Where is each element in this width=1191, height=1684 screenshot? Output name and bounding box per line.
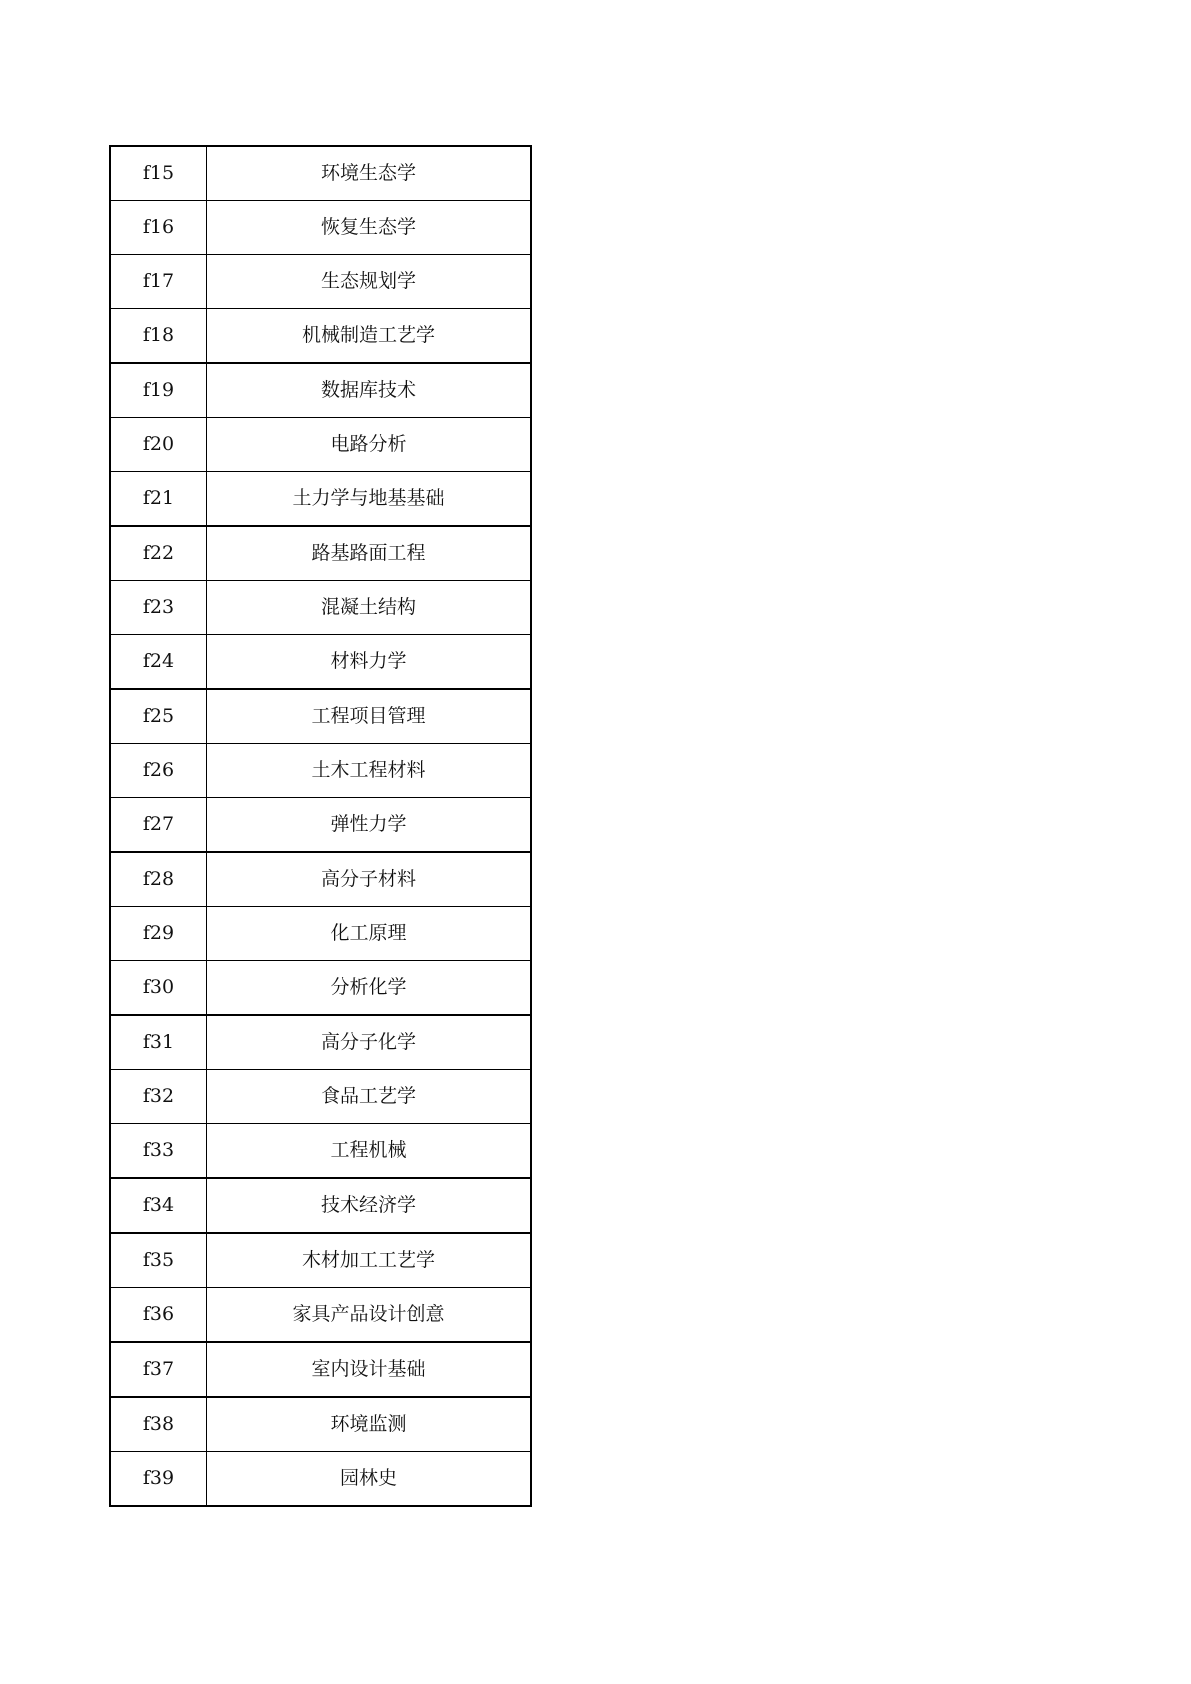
course-code-cell: f23 (110, 581, 207, 635)
table-row (110, 635, 531, 690)
course-code-cell: f30 (110, 961, 207, 1016)
course-name-cell: 土力学与地基基础 (207, 472, 532, 527)
course-name-cell: 土木工程材料 (207, 744, 532, 798)
course-name-cell: 路基路面工程 (207, 526, 532, 581)
table-row (110, 744, 531, 798)
table-row (110, 146, 531, 201)
course-code-cell: f39 (110, 1452, 207, 1507)
course-name-cell: 工程机械 (207, 1124, 532, 1179)
course-code-cell: f36 (110, 1288, 207, 1343)
course-code-cell: f37 (110, 1342, 207, 1397)
table-row (110, 309, 531, 364)
course-code-cell: f26 (110, 744, 207, 798)
course-code-cell: f32 (110, 1070, 207, 1124)
table-row (110, 1342, 531, 1397)
course-name-cell: 恢复生态学 (207, 201, 532, 255)
table-row (110, 852, 531, 907)
table-row (110, 689, 531, 744)
table-row (110, 961, 531, 1016)
course-code-cell: f18 (110, 309, 207, 364)
course-name-cell: 家具产品设计创意 (207, 1288, 532, 1343)
course-name-cell: 环境生态学 (207, 146, 532, 201)
course-name-cell: 材料力学 (207, 635, 532, 690)
course-code-cell: f19 (110, 363, 207, 418)
table-row (110, 526, 531, 581)
course-code-cell: f38 (110, 1397, 207, 1452)
course-name-cell: 高分子材料 (207, 852, 532, 907)
course-name-cell: 环境监测 (207, 1397, 532, 1452)
course-name-cell: 高分子化学 (207, 1015, 532, 1070)
course-name-cell: 工程项目管理 (207, 689, 532, 744)
course-code-cell: f35 (110, 1233, 207, 1288)
table-row (110, 418, 531, 472)
table-row (110, 907, 531, 961)
table-row (110, 472, 531, 527)
course-table (109, 145, 532, 1507)
course-name-cell: 食品工艺学 (207, 1070, 532, 1124)
course-code-cell: f15 (110, 146, 207, 201)
course-name-cell: 分析化学 (207, 961, 532, 1016)
table-row (110, 1124, 531, 1179)
course-code-cell: f21 (110, 472, 207, 527)
course-name-cell: 木材加工工艺学 (207, 1233, 532, 1288)
table-row (110, 1178, 531, 1233)
table-row (110, 798, 531, 853)
course-name-cell: 生态规划学 (207, 255, 532, 309)
course-name-cell: 化工原理 (207, 907, 532, 961)
course-code-cell: f16 (110, 201, 207, 255)
course-name-cell: 技术经济学 (207, 1178, 532, 1233)
table-row (110, 201, 531, 255)
table-row (110, 1397, 531, 1452)
table-row (110, 1233, 531, 1288)
course-name-cell: 电路分析 (207, 418, 532, 472)
course-name-cell: 机械制造工艺学 (207, 309, 532, 364)
course-code-cell: f34 (110, 1178, 207, 1233)
course-code-cell: f22 (110, 526, 207, 581)
course-code-cell: f17 (110, 255, 207, 309)
course-code-cell: f31 (110, 1015, 207, 1070)
table-row (110, 1288, 531, 1343)
course-code-cell: f20 (110, 418, 207, 472)
table-row (110, 1015, 531, 1070)
course-name-cell: 数据库技术 (207, 363, 532, 418)
course-code-cell: f29 (110, 907, 207, 961)
course-name-cell: 弹性力学 (207, 798, 532, 853)
course-code-cell: f28 (110, 852, 207, 907)
course-name-cell: 园林史 (207, 1452, 532, 1507)
table-row (110, 1452, 531, 1507)
table-row (110, 255, 531, 309)
table-row (110, 581, 531, 635)
course-table-body (110, 146, 531, 1506)
course-code-cell: f33 (110, 1124, 207, 1179)
table-row (110, 1070, 531, 1124)
course-name-cell: 室内设计基础 (207, 1342, 532, 1397)
course-name-cell: 混凝土结构 (207, 581, 532, 635)
course-code-cell: f25 (110, 689, 207, 744)
course-code-cell: f27 (110, 798, 207, 853)
table-row (110, 363, 531, 418)
course-code-cell: f24 (110, 635, 207, 690)
